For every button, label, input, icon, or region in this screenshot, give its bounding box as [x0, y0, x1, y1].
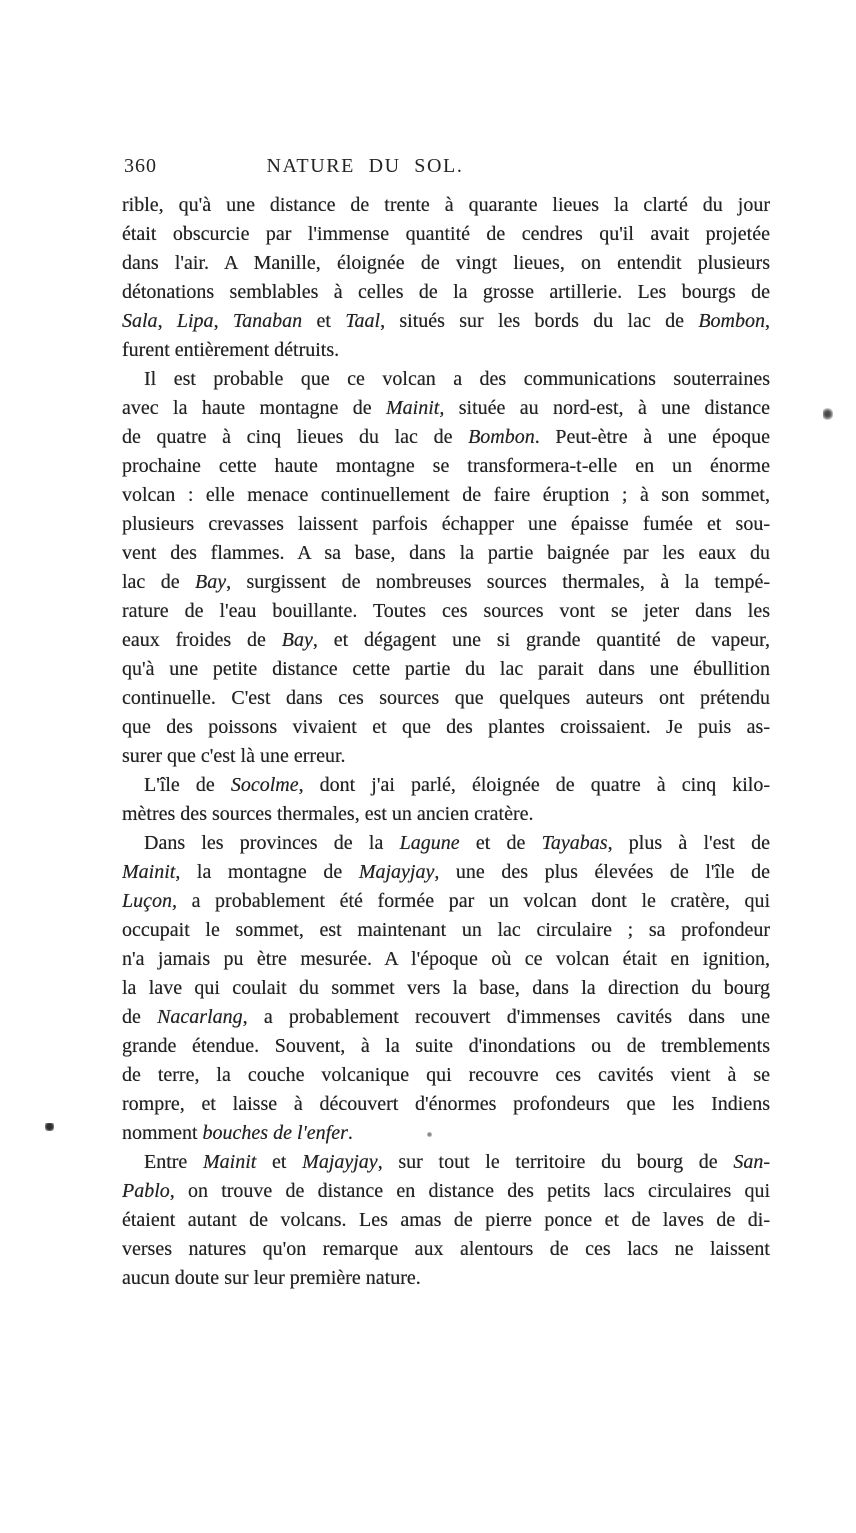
text-run: plusieurs crevasses laissent parfois échapper une épaisse fumée et sou- [122, 513, 770, 535]
text-run: étaient autant de volcans. Les amas de pierre ponce et de laves de di- [122, 1209, 770, 1231]
text-run: eaux froides de [122, 629, 282, 651]
text-line [122, 1032, 770, 1061]
paragraph [122, 829, 770, 1148]
text-line [122, 249, 770, 278]
text-line [122, 394, 770, 423]
text-run: , situés sur les bords du lac de [380, 310, 699, 332]
italic-run: Majayjay [302, 1151, 378, 1173]
text-run: et [256, 1151, 303, 1173]
running-title: NATURE DU SOL. [266, 155, 464, 177]
italic-run: Bombon [698, 310, 766, 332]
text-line [122, 626, 770, 655]
text-run: et de [459, 832, 542, 854]
text-line [122, 1003, 770, 1032]
text-run: qu'à une petite distance cette partie du lac parait dans une ébullition [122, 658, 770, 680]
text-run: de quatre à cinq lieues du lac de [122, 426, 469, 448]
text-run: . [347, 1122, 353, 1144]
text-line [122, 191, 770, 220]
text-line [122, 336, 770, 365]
text-run: volcan : elle menace continuellement de faire éruption ; à son sommet, [122, 484, 770, 506]
text-run: furent entièrement détruits. [122, 339, 340, 361]
italic-run: Taal [345, 310, 381, 332]
text-line [122, 713, 770, 742]
text-line [122, 1061, 770, 1090]
italic-run: Lipa [176, 310, 214, 332]
text-run: vent des flammes. A sa base, dans la partie baignée par les eaux du [122, 542, 770, 564]
text-line [122, 1148, 770, 1177]
text-run: rompre, et laisse à découvert d'énormes profondeurs que les Indiens [122, 1093, 770, 1115]
text-run: , plus à l'est de [607, 832, 770, 854]
text-line [122, 1235, 770, 1264]
text-line [122, 829, 770, 858]
text-run: lac de [122, 571, 196, 593]
text-line [122, 481, 770, 510]
text-run: a probablement été formée par un volcan dont le cratère, qui [177, 890, 770, 912]
text-run: prochaine cette haute montagne se transformera-t-elle en un énorme [122, 455, 770, 477]
italic-run: Bay [281, 629, 313, 651]
text-run: aucun doute sur leur première nature. [122, 1267, 421, 1289]
text-run: nomment [122, 1122, 203, 1144]
text-run: , une des plus élevées de l'île de [434, 861, 770, 883]
paragraph [122, 191, 770, 365]
italic-run: Socolme [230, 774, 299, 796]
text-line [122, 307, 770, 336]
text-run: dans l'air. A Manille, éloignée de vingt lieues, on entendit plusieurs [122, 252, 770, 274]
text-run: , [157, 310, 177, 332]
text-run: verses natures qu'on remarque aux alentours de ces lacs ne laissent [122, 1238, 770, 1260]
text-line [122, 800, 770, 829]
text-line [122, 684, 770, 713]
text-line [122, 510, 770, 539]
text-line [122, 858, 770, 887]
page-number: 360 [124, 155, 157, 177]
text-line [122, 365, 770, 394]
text-line [122, 916, 770, 945]
scan-speck [45, 1123, 54, 1131]
text-line [122, 597, 770, 626]
italic-run: Mainit [122, 861, 176, 883]
text-run: , dont j'ai parlé, éloignée de quatre à cinq kilo- [298, 774, 770, 796]
text-run: , sur tout le territoire du bourg de [377, 1151, 734, 1173]
text-run: n'a jamais pu ètre mesurée. A l'époque où ce volcan était en ignition, [122, 948, 770, 970]
italic-run: Lagune [399, 832, 460, 854]
text-line [122, 1119, 770, 1148]
text-line [122, 539, 770, 568]
text-line [122, 452, 770, 481]
italic-run: Tanaban [232, 310, 303, 332]
text-run: on trouve de distance en distance des petits lacs circulaires qui [174, 1180, 770, 1202]
text-run: Dans les provinces de la [144, 832, 400, 854]
italic-run: Luçon, [122, 890, 177, 912]
text-line [122, 742, 770, 771]
text-run: rible, qu'à une distance de trente à quarante lieues la clarté du jour [122, 194, 770, 216]
text-line [122, 220, 770, 249]
text-run: la lave qui coulait du sommet vers la base, dans la direction du bourg [122, 977, 770, 999]
text-line [122, 974, 770, 1003]
text-run: , a probablement recouvert d'immenses cavités dans une [242, 1006, 770, 1028]
page-text [122, 191, 770, 1293]
text-run: continuelle. C'est dans ces sources que quelques auteurs ont prétendu [122, 687, 770, 709]
text-line [122, 1090, 770, 1119]
text-run: rature de l'eau bouillante. Toutes ces sources vont se jeter dans les [122, 600, 770, 622]
italic-run: Mainit, [386, 397, 445, 419]
text-run: grande étendue. Souvent, à la suite d'inondations ou de tremblements [122, 1035, 770, 1057]
italic-run: Bombon [468, 426, 535, 448]
text-run: Il est probable que ce volcan a des communications souterraines [144, 368, 770, 390]
text-run: mètres des sources thermales, est un ancien cratère. [122, 803, 534, 825]
text-line [122, 1206, 770, 1235]
text-run: . Peut-ètre à une époque [534, 426, 770, 448]
italic-run: Nacarlang [157, 1006, 243, 1028]
text-run: , surgissent de nombreuses sources thermales, à la tempé- [226, 571, 770, 593]
italic-run: Sala [122, 310, 158, 332]
italic-run: Majayjay [358, 861, 435, 883]
paragraph [122, 771, 770, 829]
text-line [122, 945, 770, 974]
text-line [122, 1177, 770, 1206]
scan-speck [823, 408, 833, 420]
text-line [122, 887, 770, 916]
text-line [122, 1264, 770, 1293]
italic-run: Pablo, [122, 1180, 175, 1202]
text-run: , la montagne de [175, 861, 359, 883]
text-line [122, 278, 770, 307]
text-run: que des poissons vivaient et que des plantes croissaient. Je puis as- [122, 716, 770, 738]
text-run: de [122, 1006, 158, 1028]
italic-run: San- [733, 1151, 770, 1173]
text-line [122, 568, 770, 597]
text-run: , [213, 310, 233, 332]
text-line [122, 655, 770, 684]
text-run: était obscurcie par l'immense quantité de cendres qu'il avait projetée [122, 223, 770, 245]
text-line [122, 423, 770, 452]
italic-run: Mainit [203, 1151, 257, 1173]
text-run: , et dégagent une si grande quantité de vapeur, [312, 629, 770, 651]
italic-run: Tayabas [541, 832, 608, 854]
text-run: L'île de [144, 774, 231, 796]
paragraph [122, 365, 770, 771]
text-run: occupait le sommet, est maintenant un lac circulaire ; sa profondeur [122, 919, 770, 941]
text-run: , [765, 310, 770, 332]
text-run: située au nord-est, à une distance [444, 397, 770, 419]
paragraph [122, 1148, 770, 1293]
italic-run: Bay [195, 571, 227, 593]
text-run: détonations semblables à celles de la grosse artillerie. Les bourgs de [122, 281, 770, 303]
running-head [0, 155, 856, 183]
text-run: surer que c'est là une erreur. [122, 745, 346, 767]
text-run: Entre [144, 1151, 203, 1173]
scan-speck [427, 1132, 432, 1137]
text-run: de terre, la couche volcanique qui recouvre ces cavités vient à se [122, 1064, 770, 1086]
text-run: et [302, 310, 346, 332]
text-run: avec la haute montagne de [122, 397, 387, 419]
text-line [122, 771, 770, 800]
italic-run: bouches de l'enfer [202, 1122, 348, 1144]
